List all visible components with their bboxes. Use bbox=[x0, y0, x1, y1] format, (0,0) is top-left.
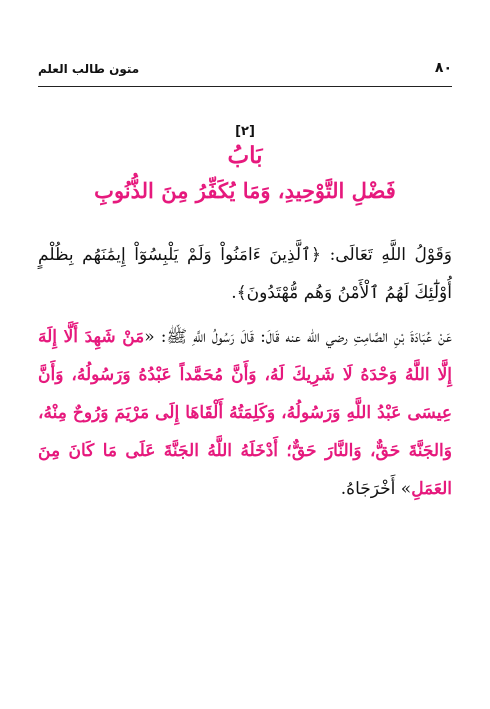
chapter-number: [٢] bbox=[235, 124, 255, 139]
chapter-title: فَضْلِ التَّوْحِيدِ، وَمَا يُكَفِّرُ مِنَ الذُّنُوبِ bbox=[94, 178, 396, 203]
chapter-heading-word: بَابُ bbox=[227, 142, 263, 169]
header-divider bbox=[38, 86, 452, 87]
hadith-source: » أَخْرَجَاهُ. bbox=[340, 479, 412, 499]
quran-verse-paragraph: وَقَوْلُ اللَّهِ تَعَالَى: ﴿ٱلَّذِينَ ءَامَنُواْ وَلَمْ يَلْبِسُوٓاْ إِيمَٰنَهُم بِظُلْمٍ أُوْلَٰٓئِكَ لَهُمُ ٱلْأَمْنُ وَهُم مُّهْتَدُونَ﴾. bbox=[38, 245, 452, 303]
page-number: ٨٠ bbox=[434, 60, 452, 76]
hadith-isnad: عَنْ عُبَادَةَ بْنِ الصَّامِتِ رضي الله عنه قَالَ: قَالَ رَسُولُ اللَّهِ ﷺ: « bbox=[144, 327, 452, 347]
page-header bbox=[38, 60, 452, 82]
hadith-text: مَنْ شَهِدَ أَلَّا إِلَهَ إِلَّا اللَّهُ وَحْدَهُ لَا شَرِيكَ لَهُ، وَأَنَّ مُحَمَّداً عَبْدُهُ وَرَسُولُهُ، وَأَنَّ عِيسَى عَبْدُ اللَّهِ وَرَسُولُهُ، وَكَلِمَتُهُ أَلْقَاهَا إِلَى مَرْيَمَ وَرُوحٌ مِنْهُ، وَالجَنَّةَ حَقٌّ، وَالنَّارَ حَقٌّ؛ أَدْخَلَهُ اللَّهُ الجَنَّةَ عَلَى مَا كَانَ مِنَ العَمَلِ bbox=[38, 327, 452, 499]
hadith-paragraph bbox=[38, 318, 452, 508]
running-title: متون طالب العلم bbox=[38, 62, 140, 76]
